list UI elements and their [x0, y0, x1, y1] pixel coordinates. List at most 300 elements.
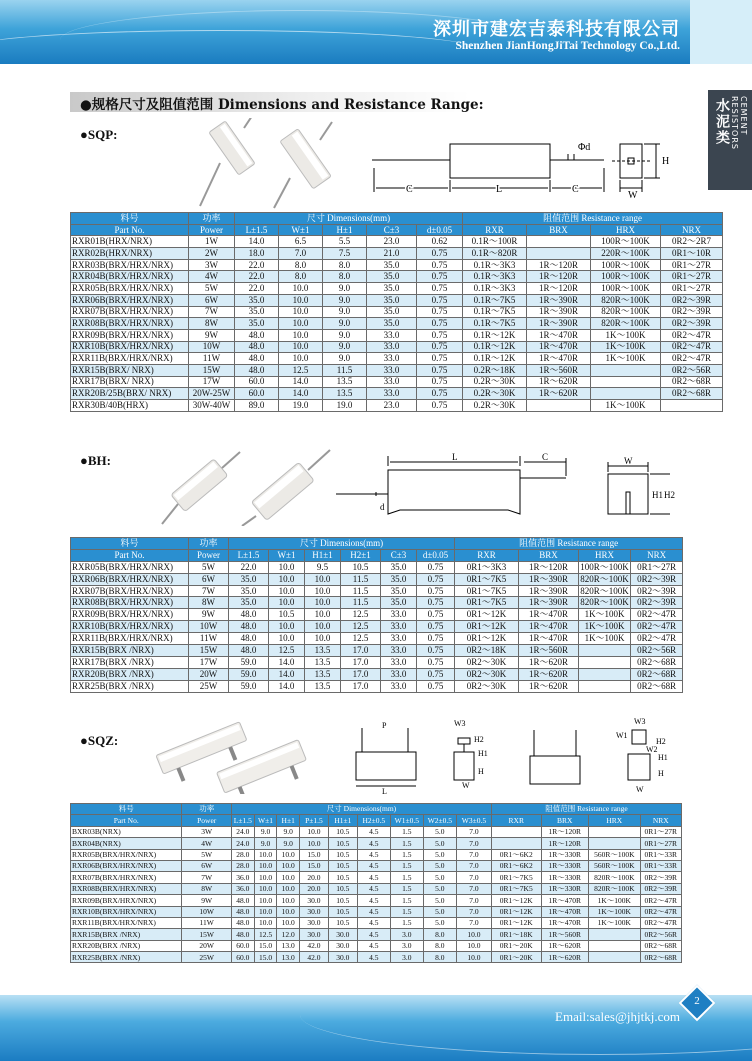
part-number-cell: RXR05B(BRX/HRX/NRX): [71, 283, 189, 295]
part-number-cell: RXR07B(BRX/HRX/NRX): [71, 306, 189, 318]
svg-text:H1: H1: [658, 753, 668, 762]
table-header-cell: 功率: [182, 804, 232, 815]
table-subheader-cell: H2±0.5: [357, 815, 390, 826]
table-cell: 4.5: [357, 940, 390, 951]
table-row: [71, 633, 683, 645]
table-cell: 1R～470R: [519, 621, 579, 633]
table-cell: 100R～100K: [591, 271, 661, 283]
table-subheader-cell: H±1: [323, 224, 367, 236]
table-cell: 7W: [189, 585, 229, 597]
table-subheader-cell: W±1: [279, 224, 323, 236]
table-row: [71, 585, 683, 597]
table-row: [71, 849, 682, 860]
table-cell: 9.0: [254, 826, 277, 837]
table-cell: 10W: [189, 341, 235, 353]
table-cell: 0R2～39R: [631, 573, 683, 585]
table-cell: 10.0: [269, 561, 305, 573]
table-cell: 0R1～7K5: [492, 883, 542, 894]
table-header-cell: 阻值范围 Resistance range: [463, 213, 723, 225]
part-number-cell: RXR05B(BRX/HRX/NRX): [71, 561, 189, 573]
table-subheader-cell: Part No.: [71, 815, 182, 826]
table-cell: 17.0: [341, 645, 381, 657]
table-row: [71, 364, 723, 376]
table-cell: 10.0: [254, 917, 277, 928]
table-cell: 1R～330R: [541, 872, 588, 883]
table-cell: 5.0: [423, 860, 456, 871]
table-cell: 820R～100K: [591, 318, 661, 330]
table-cell: 15.0: [254, 940, 277, 951]
table-cell: 7W: [182, 872, 232, 883]
table-cell: 9.0: [277, 826, 300, 837]
table-cell: 8.0: [279, 271, 323, 283]
table-cell: 9.0: [323, 294, 367, 306]
table-cell: 4.5: [357, 826, 390, 837]
table-cell: 0.1R～3K3: [463, 259, 527, 271]
table-cell: 560R～100K: [588, 849, 640, 860]
table-cell: 6W: [189, 573, 229, 585]
table-header-cell: 功率: [189, 213, 235, 225]
table-cell: 0.75: [417, 633, 455, 645]
svg-text:W: W: [462, 781, 470, 790]
table-subheader-cell: BRX: [519, 549, 579, 561]
part-number-cell: RXR25B(BRX /NRX): [71, 680, 189, 692]
part-number-cell: RXR11B(BRX/HRX/NRX): [71, 353, 189, 365]
table-cell: 9.0: [323, 341, 367, 353]
table-cell: 1R～620R: [527, 388, 591, 400]
table-cell: 7.0: [456, 906, 491, 917]
table-cell: 4.5: [357, 929, 390, 940]
table-cell: 33.0: [367, 353, 417, 365]
table-cell: 60.0: [231, 940, 254, 951]
table-cell: 6W: [182, 860, 232, 871]
table-cell: 9W: [189, 329, 235, 341]
table-cell: 0.1R～7K5: [463, 318, 527, 330]
table-cell: 0.75: [417, 645, 455, 657]
table-cell: [661, 400, 723, 412]
table-cell: 0R1～27R: [661, 259, 723, 271]
table-cell: 5.0: [423, 883, 456, 894]
table-cell: 10.0: [254, 860, 277, 871]
table-cell: 48.0: [229, 633, 269, 645]
table-subheader-cell: P±1.5: [300, 815, 329, 826]
table-cell: 10.5: [328, 849, 357, 860]
part-number-cell: RXR10B(BRX/HRX/NRX): [71, 621, 189, 633]
svg-text:H2: H2: [664, 490, 675, 500]
table-subheader-cell: C±3: [381, 549, 417, 561]
table-cell: 10.5: [328, 872, 357, 883]
table-cell: 22.0: [235, 283, 279, 295]
table-cell: 35.0: [229, 585, 269, 597]
table-cell: 59.0: [229, 656, 269, 668]
table-cell: 0R2～68R: [631, 680, 683, 692]
table-cell: 8.0: [423, 940, 456, 951]
table-cell: 35.0: [381, 597, 417, 609]
part-number-cell: RXR05B(BRX/HRX/NRX): [71, 849, 182, 860]
table-cell: 10.0: [277, 906, 300, 917]
svg-text:C: C: [542, 452, 549, 462]
table-cell: 17.0: [341, 656, 381, 668]
table-header-cell: 阻值范围 Resistance range: [455, 538, 683, 550]
table-cell: 0R2～39R: [640, 883, 681, 894]
svg-text:W: W: [628, 190, 638, 201]
part-number-cell: RXR11B(BRX/HRX/NRX): [71, 917, 182, 928]
table-subheader-cell: RXR: [455, 549, 519, 561]
part-number-cell: RXR06B(BRX/HRX/NRX): [71, 294, 189, 306]
table-cell: 1.5: [390, 906, 423, 917]
table-row: [71, 283, 723, 295]
part-number-cell: RXR06B(BRX/HRX/NRX): [71, 860, 182, 871]
svg-text:W: W: [624, 456, 633, 466]
table-cell: 10.0: [254, 906, 277, 917]
table-row: [71, 680, 683, 692]
table-cell: 7.0: [456, 917, 491, 928]
table-cell: 35.0: [367, 271, 417, 283]
table-cell: 0R2～39R: [661, 294, 723, 306]
table-cell: 30.0: [300, 917, 329, 928]
sqz-photo: [152, 712, 312, 794]
table-cell: 5.0: [423, 838, 456, 849]
table-cell: 1R～120R: [527, 283, 591, 295]
table-subheader-cell: Part No.: [71, 224, 189, 236]
table-cell: 35.0: [381, 585, 417, 597]
table-subheader-cell: RXR: [463, 224, 527, 236]
table-cell: 17.0: [341, 668, 381, 680]
table-cell: 48.0: [229, 621, 269, 633]
table-cell: 7.0: [456, 826, 491, 837]
table-cell: 0.1R～7K5: [463, 294, 527, 306]
table-cell: [588, 952, 640, 963]
table-row: [71, 860, 682, 871]
table-row: [71, 917, 682, 928]
table-row: [71, 341, 723, 353]
table-cell: 35.0: [367, 283, 417, 295]
table-cell: 1R～620R: [519, 656, 579, 668]
table-cell: 17W: [189, 656, 229, 668]
table-cell: 10W: [182, 906, 232, 917]
table-cell: 14.0: [279, 376, 323, 388]
table-cell: 1R～620R: [541, 952, 588, 963]
table-cell: 820R～100K: [591, 306, 661, 318]
part-number-cell: RXR15B(BRX /NRX): [71, 645, 189, 657]
table-cell: 10.5: [341, 561, 381, 573]
table-cell: 11W: [189, 353, 235, 365]
svg-text:L: L: [382, 787, 387, 796]
part-number-cell: RXR10B(BRX/HRX/NRX): [71, 906, 182, 917]
table-cell: 10.5: [328, 906, 357, 917]
table-cell: [492, 838, 542, 849]
table-row: [71, 294, 723, 306]
table-cell: 0.1R～12K: [463, 341, 527, 353]
table-cell: 1.5: [390, 883, 423, 894]
table-cell: 1R～560R: [527, 364, 591, 376]
table-cell: 0R2～68R: [661, 388, 723, 400]
table-cell: 4.5: [357, 952, 390, 963]
table-cell: 5W: [189, 283, 235, 295]
table-cell: 25W: [189, 680, 229, 692]
table-cell: 20W: [189, 668, 229, 680]
table-cell: 100R～100K: [591, 259, 661, 271]
table-cell: 30.0: [300, 895, 329, 906]
table-cell: 10.0: [305, 573, 341, 585]
table-cell: 1R～390R: [519, 585, 579, 597]
table-subheader-cell: RXR: [492, 815, 542, 826]
table-cell: 0R1～20K: [492, 940, 542, 951]
table-cell: 0.75: [417, 248, 463, 260]
table-row: [71, 306, 723, 318]
table-cell: 22.0: [235, 271, 279, 283]
table-cell: 10.0: [269, 573, 305, 585]
table-subheader-cell: Part No.: [71, 549, 189, 561]
table-cell: 10.5: [328, 838, 357, 849]
company-name-en: Shenzhen JianHongJiTai Technology Co.,Ltd.: [455, 40, 680, 52]
table-cell: 8.0: [423, 929, 456, 940]
part-number-cell: RXR06B(BRX/HRX/NRX): [71, 573, 189, 585]
page-number: 2: [694, 995, 700, 1007]
table-cell: 0.2R～30K: [463, 388, 527, 400]
table-cell: 7W: [189, 306, 235, 318]
table-cell: 5W: [182, 849, 232, 860]
part-number-cell: RXR15B(BRX /NRX): [71, 929, 182, 940]
table-cell: 1.5: [390, 917, 423, 928]
table-cell: 1R～560R: [541, 929, 588, 940]
table-cell: 0R2～47R: [640, 917, 681, 928]
table-cell: 1R～470R: [527, 341, 591, 353]
table-cell: 6W: [189, 294, 235, 306]
table-cell: 4.5: [357, 917, 390, 928]
table-cell: 3.0: [390, 929, 423, 940]
table-cell: 0R1～3K3: [455, 561, 519, 573]
table-header-cell: 料号: [71, 538, 189, 550]
table-cell: 0R2～47R: [661, 353, 723, 365]
table-cell: 220R～100K: [591, 248, 661, 260]
part-number-cell: RXR08B(BRX/HRX/NRX): [71, 597, 189, 609]
table-cell: 10.5: [328, 860, 357, 871]
table-cell: 1.5: [390, 895, 423, 906]
table-cell: 0.75: [417, 621, 455, 633]
table-subheader-cell: W2±0.5: [423, 815, 456, 826]
table-cell: 15.0: [300, 860, 329, 871]
table-cell: 0R2～30K: [455, 668, 519, 680]
table-cell: 4.5: [357, 906, 390, 917]
table-cell: 560R～100K: [588, 860, 640, 871]
part-number-cell: RXR08B(BRX/HRX/NRX): [71, 318, 189, 330]
svg-text:C: C: [406, 184, 413, 195]
table-cell: 30.0: [328, 952, 357, 963]
table-cell: 5.0: [423, 906, 456, 917]
table-cell: 0R2～39R: [631, 597, 683, 609]
table-subheader-cell: BRX: [527, 224, 591, 236]
table-cell: 0R2～39R: [661, 306, 723, 318]
table-subheader-cell: W3±0.5: [456, 815, 491, 826]
table-row: [71, 883, 682, 894]
table-subheader-cell: L±1.5: [229, 549, 269, 561]
table-cell: 48.0: [231, 917, 254, 928]
table-cell: 6.5: [279, 236, 323, 248]
table-cell: 820R～100K: [588, 883, 640, 894]
table-cell: 820R～100K: [580, 573, 629, 584]
table-cell: 20W-25W: [189, 388, 235, 400]
table-cell: 5.0: [423, 872, 456, 883]
sqp-label: ●SQP:: [80, 127, 118, 142]
table-cell: 14.0: [269, 656, 305, 668]
table-header-cell: 阻值范围 Resistance range: [492, 804, 682, 815]
table-cell: 12.5: [279, 364, 323, 376]
table-cell: 89.0: [235, 400, 279, 412]
table-cell: 22.0: [235, 259, 279, 271]
svg-text:W3: W3: [454, 719, 466, 728]
table-cell: 7.0: [456, 849, 491, 860]
table-cell: 0R2～56R: [640, 929, 681, 940]
table-cell: 0.1R～3K3: [463, 271, 527, 283]
table-cell: [527, 236, 591, 248]
table-row: [71, 353, 723, 365]
table-cell: 10.0: [269, 633, 305, 645]
table-cell: 15W: [189, 364, 235, 376]
table-cell: 35.0: [367, 294, 417, 306]
sqz-spec-table: [70, 803, 682, 963]
table-cell: 12.5: [341, 609, 381, 621]
table-cell: 15.0: [300, 849, 329, 860]
table-cell: 0R1～7K5: [455, 597, 519, 609]
table-cell: 5.0: [423, 826, 456, 837]
table-cell: 2W: [189, 248, 235, 260]
table-cell: 11W: [189, 633, 229, 645]
table-cell: 0R2～68R: [661, 376, 723, 388]
table-subheader-cell: H2±1: [341, 549, 381, 561]
table-cell: 10.0: [279, 306, 323, 318]
table-cell: 59.0: [229, 680, 269, 692]
table-subheader-cell: C±3: [367, 224, 417, 236]
part-number-cell: RXR11B(BRX/HRX/NRX): [71, 633, 189, 645]
table-cell: 13.5: [323, 388, 367, 400]
table-cell: 48.0: [231, 895, 254, 906]
section-title-bar: [70, 92, 484, 113]
table-cell: 22.0: [229, 561, 269, 573]
table-subheader-cell: W1±0.5: [390, 815, 423, 826]
table-row: [71, 376, 723, 388]
table-cell: 5.0: [423, 849, 456, 860]
table-cell: 5.0: [423, 895, 456, 906]
table-cell: 30.0: [328, 929, 357, 940]
table-cell: 0R1～27R: [631, 561, 683, 573]
part-number-cell: RXR17B(BRX /NRX): [71, 656, 189, 668]
table-row: [71, 872, 682, 883]
table-cell: [588, 826, 640, 837]
table-cell: 0R2～47R: [631, 621, 683, 633]
table-cell: [588, 940, 640, 951]
part-number-cell: RXR15B(BRX/ NRX): [71, 364, 189, 376]
table-row: [71, 940, 682, 951]
table-cell: 20.0: [300, 872, 329, 883]
table-cell: 35.0: [229, 573, 269, 585]
table-cell: 10.0: [300, 826, 329, 837]
table-cell: 35.0: [381, 561, 417, 573]
sqz-dimension-diagram: [350, 716, 685, 796]
sqp-photo: [192, 118, 372, 210]
table-cell: 1R～330R: [541, 849, 588, 860]
table-cell: 1K～100K: [588, 917, 640, 928]
table-cell: 10.0: [279, 353, 323, 365]
table-cell: 0.1R～3K3: [463, 283, 527, 295]
table-header-cell: 尺寸 Dimensions(mm): [231, 804, 491, 815]
part-number-cell: RXR17B(BRX/ NRX): [71, 376, 189, 388]
table-cell: 48.0: [235, 353, 279, 365]
footer-email[interactable]: Email:sales@jhjtkj.com: [555, 1009, 680, 1024]
table-cell: 35.0: [235, 318, 279, 330]
table-subheader-cell: HRX: [579, 549, 631, 561]
table-cell: 10.0: [305, 621, 341, 633]
table-cell: 0.75: [417, 573, 455, 585]
part-number-cell: RXR03B(BRX/HRX/NRX): [71, 259, 189, 271]
table-cell: 1R～470R: [541, 895, 588, 906]
table-subheader-cell: Power: [189, 549, 229, 561]
table-cell: 1K～100K: [588, 906, 640, 917]
table-cell: 0R2～68R: [631, 656, 683, 668]
table-cell: 4.5: [357, 849, 390, 860]
table-cell: 4.5: [357, 895, 390, 906]
table-subheader-cell: BRX: [541, 815, 588, 826]
table-cell: 0.75: [417, 341, 463, 353]
table-cell: [579, 680, 631, 692]
bh-dimension-diagram: [336, 452, 681, 524]
table-cell: 7.0: [456, 838, 491, 849]
table-cell: 10.0: [277, 895, 300, 906]
table-cell: 10.0: [300, 838, 329, 849]
table-row: [71, 952, 682, 963]
table-cell: 0.75: [417, 376, 463, 388]
svg-text:L: L: [496, 184, 503, 195]
table-cell: [588, 929, 640, 940]
table-cell: 0.75: [417, 294, 463, 306]
table-cell: 33.0: [381, 633, 417, 645]
table-cell: 24.0: [231, 826, 254, 837]
table-cell: 9.0: [277, 838, 300, 849]
table-cell: 18.0: [235, 248, 279, 260]
table-cell: 13.5: [305, 668, 341, 680]
svg-text:W: W: [636, 785, 644, 794]
side-tab: [708, 90, 752, 190]
table-subheader-cell: H±1: [277, 815, 300, 826]
table-cell: 11.5: [341, 573, 381, 585]
table-cell: 0R2～30K: [455, 656, 519, 668]
table-header-cell: 尺寸 Dimensions(mm): [235, 213, 463, 225]
table-cell: 5W: [189, 561, 229, 573]
table-row: [71, 906, 682, 917]
part-number-cell: RXR30B/40B(HRX): [71, 400, 189, 412]
table-cell: 10.5: [328, 883, 357, 894]
svg-text:W1: W1: [616, 731, 628, 740]
table-cell: 0.1R～100R: [463, 236, 527, 248]
table-subheader-cell: W±1: [254, 815, 277, 826]
table-cell: 1.5: [390, 826, 423, 837]
table-cell: 48.0: [235, 364, 279, 376]
table-cell: 42.0: [300, 952, 329, 963]
table-cell: 1R～470R: [519, 633, 579, 645]
table-cell: 0R2～47R: [631, 633, 683, 645]
table-cell: 60.0: [231, 952, 254, 963]
table-row: [71, 259, 723, 271]
table-cell: 33.0: [381, 656, 417, 668]
table-cell: 0.2R～18K: [463, 364, 527, 376]
table-cell: 0R2～68R: [640, 940, 681, 951]
table-cell: 10.0: [277, 917, 300, 928]
svg-text:H1: H1: [478, 749, 488, 758]
table-cell: 48.0: [235, 329, 279, 341]
table-cell: 1K～100K: [591, 400, 661, 412]
part-number-cell: RXR25B(BRX /NRX): [71, 952, 182, 963]
table-cell: 0R2～39R: [631, 585, 683, 597]
part-number-cell: RXR09B(BRX/HRX/NRX): [71, 609, 189, 621]
